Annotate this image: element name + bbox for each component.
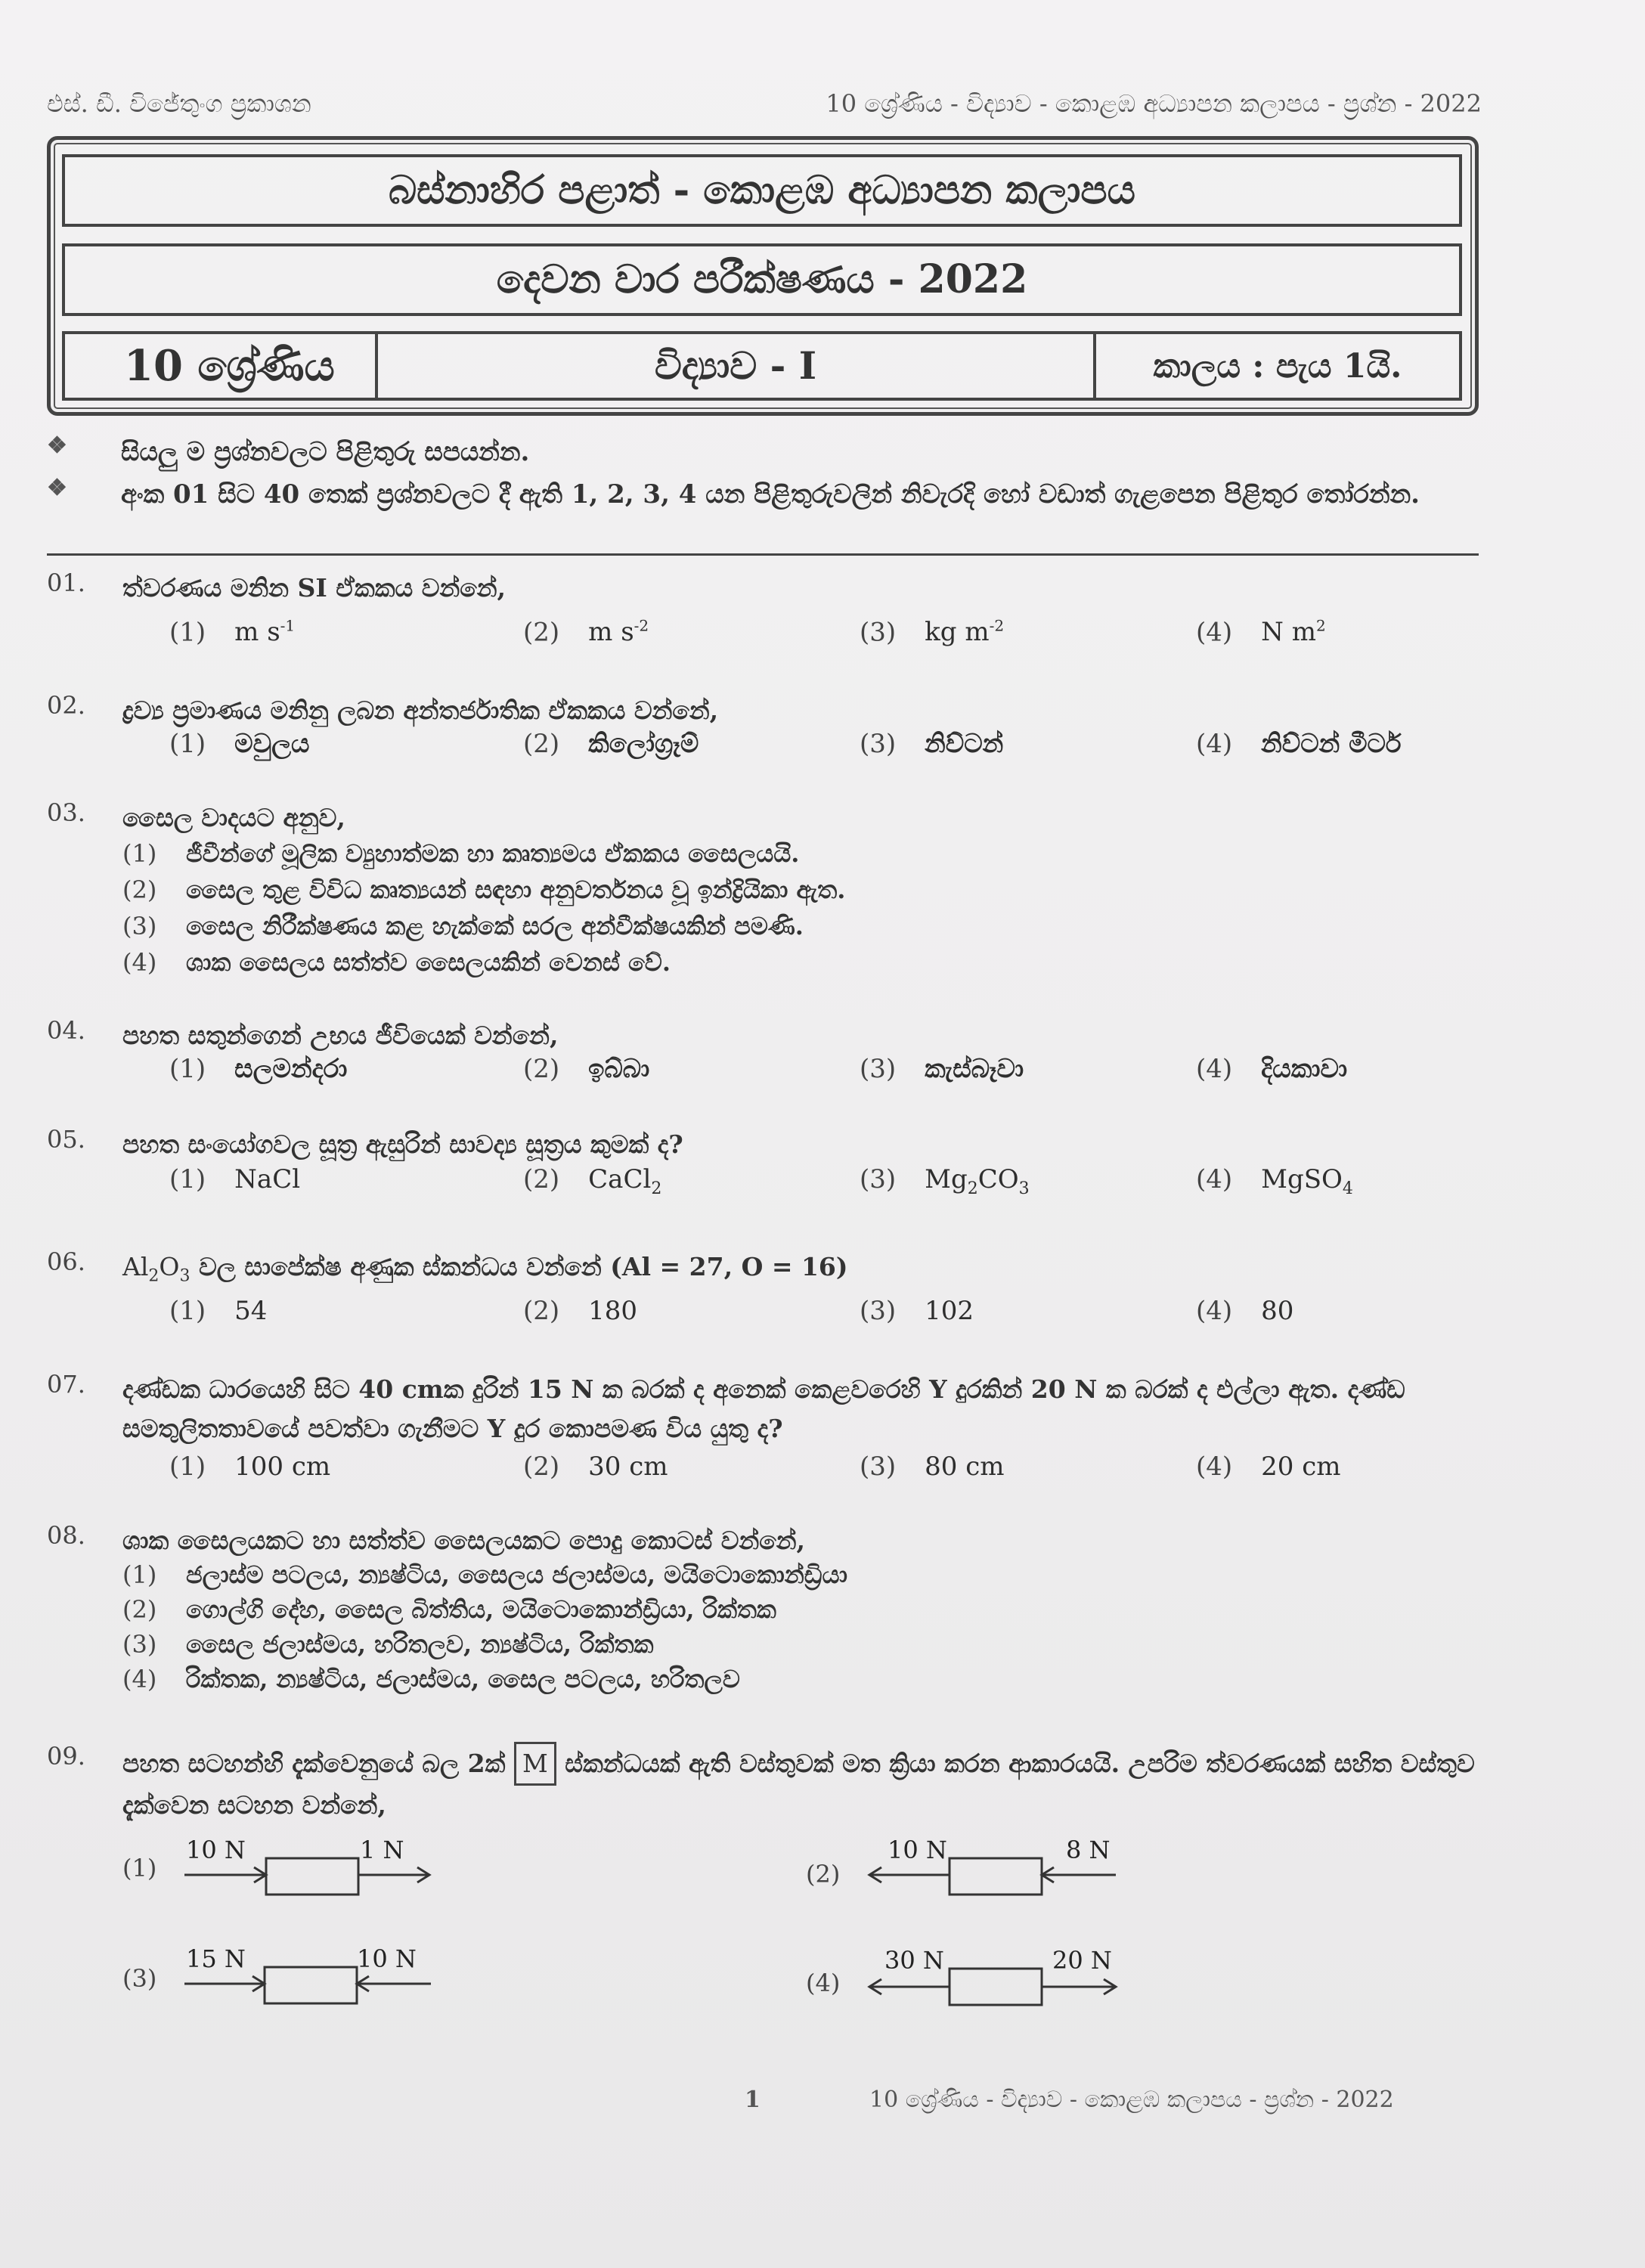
diagram-1-number: (1) bbox=[122, 1854, 157, 1882]
force-label-right: 20 N bbox=[1052, 1946, 1112, 1975]
option-4: (4) 80 bbox=[1196, 1296, 1294, 1326]
bullet-icon: ❖ bbox=[47, 432, 67, 459]
question-text: ද්‍රව්‍ය ප්‍රමාණය මනිනු ලබන අන්තර්ජාතික ඒකකය වන්නේ, bbox=[122, 696, 719, 725]
option-2: (2) ඉබ්බා bbox=[523, 1054, 650, 1084]
force-diagram-1 bbox=[181, 1837, 438, 1898]
force-label-left: 10 N bbox=[186, 1836, 246, 1864]
option-2: (2) සෛල තුළ විවිධ කෘත්‍යයන් සඳහා අනුවර්තනය වූ ඉන්ද්‍රියිකා ඇත. bbox=[122, 875, 846, 904]
question-number: 04. bbox=[47, 1016, 85, 1045]
question-number: 05. bbox=[47, 1125, 85, 1154]
force-label-right: 10 N bbox=[357, 1944, 417, 1973]
options bbox=[122, 1054, 1483, 1092]
force-label-left: 10 N bbox=[888, 1836, 947, 1864]
bullet-icon: ❖ bbox=[47, 475, 67, 501]
body-block bbox=[266, 1858, 358, 1895]
option-1: (1) m $s^{-1}$ bbox=[169, 617, 296, 648]
force-label-left: 15 N bbox=[186, 1944, 246, 1973]
option-2: (2) 180 bbox=[523, 1296, 638, 1326]
options bbox=[122, 729, 1483, 767]
force-label-left: 30 N bbox=[884, 1946, 944, 1975]
question-number: 07. bbox=[47, 1370, 85, 1399]
option-2: (2) m $s^{-2}$ bbox=[523, 617, 649, 648]
option-3: (3) $Mg_2CO_3$ bbox=[860, 1164, 1030, 1198]
question-text: $Al_2O_3$ වල සාපේක්ෂ අණුක ස්කන්ධය වන්නේ (Al = 27, O = 16) bbox=[122, 1252, 848, 1286]
question-number: 02. bbox=[47, 691, 85, 720]
exam-page: එස්. ඩී. විජේතුංග ප්‍රකාශන 10 ශ්‍රේණිය - විද්‍යාව - කොළඹ අධ්‍යාපන කලාපය - ප්‍රශ්න - 2022 බස්නාහිර පළාත් - කොළඹ අධ්‍යාපන කලාපය දෙවන වාර පරීක්ෂණය - 2022 10 ශ්‍රේණිය විද්‍යාව - I කාලය : පැය 1යි. ❖ සියලු ම ප්‍රශ්නවලට පිළිතුරු සපයන්න. ❖ අංක 01 සිට 40 තෙක් ප්‍රශ්නවලට දී ඇති 1, 2, 3, 4 යන පිළිතුරුවලින් නිවැරදි හෝ වඩාත් ගැළපෙන පිළිතුර තෝරන්න. 01. ත්වරණය මනින SI ඒකකය වන්නේ, (1) m $s^{-1}$ (2) m $s^{-2}$ (3) kg $m^{-2}$ (4) N $m^2$ 02. ද්‍රව්‍ය ප්‍රමාණය මනිනු ලබන අන්තර්ජාතික ඒකකය වන්නේ, (1) මවුලය (2) කිලෝග්‍රෑම් (3) නිව්ටන් (4) නිව්ටන් මීටර් 03. සෛල වාදයට අනුව, (1) ජීවීන්ගේ මූලික ව්‍යුහාත්මක හා කෘත්‍යමය ඒකකය සෛලයයි. (2) සෛල තුළ විවිධ කෘත්‍යයන් සඳහා අනුවර්තනය වූ ඉන්ද්‍රියිකා ඇත. (3) සෛල නිරීක්ෂණය කළ හැක්කේ සරල අන්වීක්ෂයකින් පමණි. (4) ශාක සෛලය සත්ත්ව සෛලයකින් වෙනස් වේ. 04. පහත සතුන්ගෙන් උභය ජීවියෙක් වන්නේ, (1) සලමන්දරා (2) ඉබ්බා (3) කැස්බෑවා (4) දියකාවා 05. පහත සංයෝගවල සූත්‍ර ඇසුරින් සාවද්‍ය සූත්‍රය කුමක් ද? (1) NaCl (2) CaCl$_2$ (3) $Mg_2CO_3$ (4) MgSO$_4$ 06. $Al_2O_3$ වල සාපේක්ෂ අණුක ස්කන්ධය වන්නේ (Al = 27, O = 16) (1) 54 (2) 180 (3) 102 (4) 80 07. දණ්ඩක ධාරයෙහි සිට 40 cmක දුරින් 15 N ක බරක් ද අනෙක් කෙළවරෙහි Y දුරකින් 20 N ක බරක් ද එල්ලා ඇත. දණ්ඩ සමතුලිතතාවයේ පවත්වා ගැනීමට Y දුර කොපමණ විය යුතු ද? (1) 100 cm (2) 30 cm (3) 80 cm (4) 20 cm 08. ශාක සෛලයකට හා සත්ත්ව සෛලයකට පොදු කොටස් වන්නේ, (1) ජලාස්ම පටලය, න්‍යෂ්ටිය, සෛලය ජලාස්මය, මයිටොකොන්ඩ්‍රියා (2) ගොල්ගි දේහ, සෛල බිත්තිය, මයිටොකොන්ඩ්‍රියා, රික්තක (3) සෛල ජලාස්මය, හරිතලව, න්‍යෂ්ටිය, රික්තක (4) රික්තක, න්‍යෂ්ටිය, ජලාස්මය, සෛල පටලය, හරිතලව 09. පහත සටහන්හි දැක්වෙනුයේ බල 2ක් M ස්කන්ධයක් ඇති වස්තුවක් මත ක්‍රියා කරන ආකාරයයි. උපරිම ත්වරණයක් සහිත වස්තුව දැක්වෙන සටහන වන්නේ, (1) 10 N 1 N (2) 10 N 8 N (3) 15 N 10 N (4) 30 N 20 N 1 10 ශ්‍රේණිය - විද්‍යාව - කොළඹ කලාපය - ප්‍රශ්න - 2022 bbox=[0, 0, 1645, 2268]
option-3: (3) 80 cm bbox=[860, 1452, 1005, 1482]
options bbox=[122, 617, 1483, 655]
option-3: (3) සෛල ජලාස්මය, හරිතලව, න්‍යෂ්ටිය, රික්තක bbox=[122, 1630, 654, 1659]
option-2: (2) 30 cm bbox=[523, 1452, 668, 1482]
body-block bbox=[265, 1967, 357, 2003]
force-diagram-3 bbox=[181, 1946, 438, 2006]
divider bbox=[47, 553, 1479, 556]
option-1: (1) 100 cm bbox=[169, 1452, 331, 1482]
question-text: දණ්ඩක ධාරයෙහි සිට 40 cmක දුරින් 15 N ක බරක් ද අනෙක් කෙළවරෙහි Y දුරකින් 20 N ක බරක් ද එල්ලා ඇත. දණ්ඩ සමතුලිතතාවයේ පවත්වා ගැනීමට Y දුර කොපමණ විය යුතු ද? bbox=[122, 1374, 1405, 1443]
option-1: (1) NaCl bbox=[169, 1164, 301, 1194]
page-number: 1 bbox=[745, 2087, 761, 2113]
question-number: 01. bbox=[47, 569, 85, 597]
question-text: ත්වරණය මනින SI ඒකකය වන්නේ, bbox=[122, 573, 507, 603]
body-block bbox=[950, 1969, 1042, 2005]
diagram-3-number: (3) bbox=[122, 1964, 157, 1993]
paper-running-header: 10 ශ්‍රේණිය - විද්‍යාව - කොළඹ අධ්‍යාපන කලාපය - ප්‍රශ්න - 2022 bbox=[826, 89, 1482, 118]
question-text: පහත සංයෝගවල සූත්‍ර ඇසුරින් සාවද්‍ය සූත්‍රය කුමක් ද? bbox=[122, 1129, 683, 1159]
body-block bbox=[950, 1858, 1042, 1895]
question-number: 03. bbox=[47, 798, 85, 827]
option-4: (4) රික්තක, න්‍යෂ්ටිය, ජලාස්මය, සෛල පටලය, හරිතලව bbox=[122, 1665, 740, 1693]
exam-title: දෙවන වාර පරීක්ෂණය - 2022 bbox=[62, 243, 1462, 316]
options bbox=[122, 1452, 1483, 1489]
options bbox=[122, 1296, 1483, 1334]
option-1: (1) සලමන්දරා bbox=[169, 1054, 348, 1084]
publisher-header: එස්. ඩී. විජේතුංග ප්‍රකාශන bbox=[47, 89, 311, 118]
grade-label: 10 ශ්‍රේණිය bbox=[65, 334, 378, 398]
diagram-4-number: (4) bbox=[806, 1969, 841, 1997]
question-text: පහත සතුන්ගෙන් උභය ජීවියෙක් වන්නේ, bbox=[122, 1021, 559, 1050]
option-1: (1) ජලාස්ම පටලය, න්‍යෂ්ටිය, සෛලය ජලාස්මය, මයිටොකොන්ඩ්‍රියා bbox=[122, 1560, 848, 1589]
option-2: (2) ගොල්ගි දේහ, සෛල බිත්තිය, මයිටොකොන්ඩ්‍රියා, රික්තක bbox=[122, 1595, 776, 1624]
option-3: (3) සෛල නිරීක්ෂණය කළ හැක්කේ සරල අන්වීක්ෂයකින් පමණි. bbox=[122, 912, 804, 940]
option-4: (4) දියකාවා bbox=[1196, 1054, 1348, 1084]
option-3: (3) 102 bbox=[860, 1296, 974, 1326]
option-1: (1) 54 bbox=[169, 1296, 268, 1326]
option-3: (3) kg $m^{-2}$ bbox=[860, 617, 1005, 648]
question-number: 09. bbox=[47, 1742, 85, 1771]
force-diagram-2 bbox=[866, 1837, 1123, 1898]
question-number: 08. bbox=[47, 1521, 85, 1550]
option-4: (4) ශාක සෛලය සත්ත්ව සෛලයකින් වෙනස් වේ. bbox=[122, 948, 671, 977]
force-diagram-4 bbox=[866, 1946, 1123, 2006]
time-label: කාලය : පැය 1යි. bbox=[1153, 346, 1402, 386]
option-4: (4) නිව්ටන් මීටර් bbox=[1196, 729, 1402, 759]
options bbox=[122, 1164, 1483, 1202]
option-4: (4) N $m^2$ bbox=[1196, 617, 1326, 648]
option-2: (2) කිලෝග්‍රෑම් bbox=[523, 729, 699, 759]
force-label-right: 8 N bbox=[1066, 1836, 1111, 1864]
question-text: ශාක සෛලයකට හා සත්ත්ව සෛලයකට පොදු කොටස් වන්නේ, bbox=[122, 1526, 806, 1555]
paper-info-row bbox=[62, 331, 1462, 401]
option-3: (3) කැස්බෑවා bbox=[860, 1054, 1024, 1084]
force-label-right: 1 N bbox=[360, 1836, 404, 1864]
province-zone-title: බස්නාහිර පළාත් - කොළඹ අධ්‍යාපන කලාපය bbox=[62, 154, 1462, 227]
question-text: සෛල වාදයට අනුව, bbox=[122, 803, 345, 832]
question-number: 06. bbox=[47, 1247, 85, 1276]
subject-label: විද්‍යාව - I bbox=[378, 334, 1096, 398]
mass-box: M bbox=[514, 1742, 556, 1786]
option-4: (4) MgSO$_4$ bbox=[1196, 1164, 1353, 1198]
question-text: පහත සටහන්හි දැක්වෙනුයේ බල 2ක් M ස්කන්ධයක් ඇති වස්තුවක් මත ක්‍රියා කරන ආකාරයයි. උපරිම ත්වරණයක් සහිත වස්තුව දැක්වෙන සටහන වන්නේ, bbox=[122, 1742, 1483, 1825]
option-2: (2) CaCl$_2$ bbox=[523, 1164, 662, 1198]
option-1: (1) මවුලය bbox=[169, 729, 310, 759]
footer-text: 10 ශ්‍රේණිය - විද්‍යාව - කොළඹ කලාපය - ප්‍රශ්න - 2022 bbox=[869, 2087, 1394, 2113]
diagram-2-number: (2) bbox=[806, 1860, 841, 1888]
option-3: (3) නිව්ටන් bbox=[860, 729, 1004, 759]
option-4: (4) 20 cm bbox=[1196, 1452, 1341, 1482]
option-1: (1) ජීවීන්ගේ මූලික ව්‍යුහාත්මක හා කෘත්‍යමය ඒකකය සෛලයයි. bbox=[122, 839, 800, 868]
